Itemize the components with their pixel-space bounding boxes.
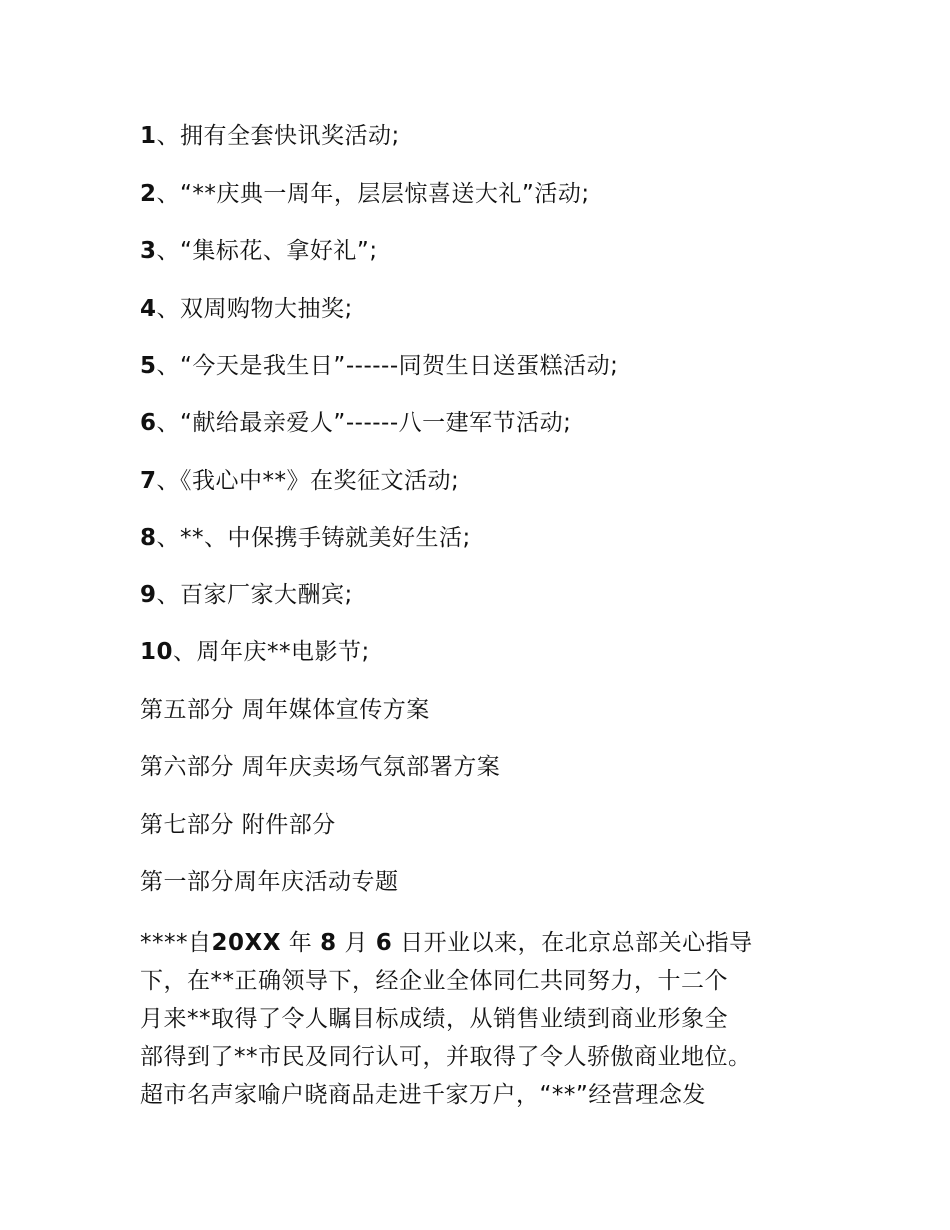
- list-item-text: 、《我心中**》在奖征文活动;: [156, 468, 460, 494]
- list-item-number: 3: [140, 238, 157, 264]
- list-item-number: 9: [140, 582, 157, 608]
- paragraph-line: 下，在**正确领导下，经企业全体同仁共同努力，十二个: [140, 968, 728, 994]
- paragraph-text: 日开业以来，在北京总部关心指导: [400, 930, 753, 956]
- list-item-number: 10: [140, 639, 174, 665]
- paragraph-year: 20XX: [211, 930, 281, 956]
- list-item-text: 、**、中保携手铸就美好生活;: [156, 525, 471, 551]
- list-item: [140, 351, 618, 381]
- list-item-text: 、“今天是我生日”------同贺生日送蛋糕活动;: [156, 353, 619, 379]
- list-item-number: 4: [140, 296, 157, 322]
- paragraph-line: 超市名声家喻户晓商品走进千家万户，“**”经营理念发: [140, 1082, 706, 1108]
- list-item-text: 、“献给最亲爱人”------八一建军节活动;: [156, 410, 572, 436]
- list-item: [140, 121, 400, 151]
- paragraph-text: ****自: [140, 930, 212, 956]
- paragraph-day: 6: [375, 930, 393, 956]
- paragraph-month: 8: [320, 930, 337, 956]
- list-item: [140, 523, 471, 553]
- paragraph-line: 部得到了**市民及同行认可，并取得了令人骄傲商业地位。: [140, 1044, 752, 1070]
- list-item-number: 1: [140, 123, 157, 149]
- list-item-number: 2: [140, 181, 157, 207]
- section-heading: 第一部分周年庆活动专题: [140, 869, 399, 895]
- list-item-text: 、“集标花、拿好礼”;: [156, 238, 378, 264]
- body-paragraph: [140, 924, 820, 1114]
- paragraph-text: 月: [344, 930, 368, 956]
- list-item-text: 、拥有全套快讯奖活动;: [156, 123, 400, 149]
- list-item: [140, 408, 571, 438]
- list-item-number: 5: [140, 353, 157, 379]
- list-item: [140, 580, 353, 610]
- section-heading: 第七部分 附件部分: [140, 812, 336, 838]
- list-item-text: 、双周购物大抽奖;: [156, 296, 353, 322]
- list-item-number: 8: [140, 525, 157, 551]
- list-item-text: 、“**庆典一周年，层层惊喜送大礼”活动;: [156, 181, 590, 207]
- list-item: [140, 236, 378, 266]
- paragraph-text: 年: [288, 930, 313, 956]
- list-item-number: 6: [140, 410, 157, 436]
- list-item: [140, 466, 459, 496]
- list-item: [140, 294, 353, 324]
- list-item: [140, 179, 590, 209]
- paragraph-line: 月来**取得了令人瞩目标成绩，从销售业绩到商业形象全: [140, 1006, 728, 1032]
- list-item-number: 7: [140, 468, 157, 494]
- paragraph-line: [140, 924, 820, 962]
- list-item-text: 、周年庆**电影节;: [173, 639, 370, 665]
- section-heading: 第五部分 周年媒体宣传方案: [140, 697, 430, 723]
- section-heading: 第六部分 周年庆卖场气氛部署方案: [140, 754, 501, 780]
- list-item-text: 、百家厂家大酬宾;: [156, 582, 353, 608]
- list-item: [140, 637, 370, 667]
